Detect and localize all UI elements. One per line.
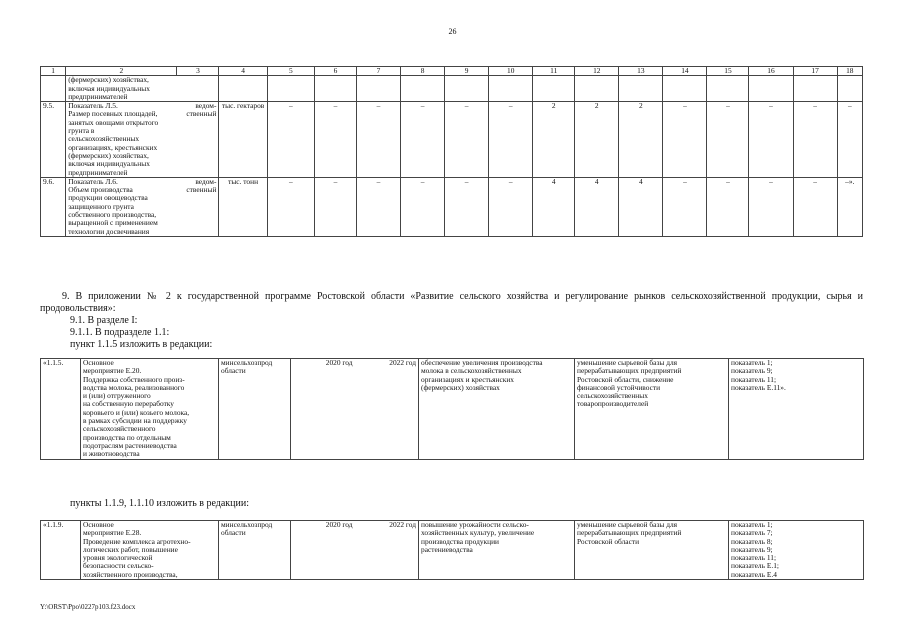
table-cell: – [489,177,533,236]
indicator-description: Показатель Л.6. ведом- Объем производства ственный продукции овощеводства защищенного грунта собственного производства, выращенной с применением технологии досвечивания [66,177,219,236]
start-year: 2020 год [291,359,355,460]
end-year: 2022 год [355,359,419,460]
table-cell: 2 [533,102,575,178]
row-number: «1.1.9. [41,521,81,580]
column-number: 3 [177,67,219,76]
indicator-links: показатель 1; показатель 9; показатель 11; показатель Е.11». [729,359,864,460]
table-cell: – [445,102,489,178]
indicators-table [40,66,863,237]
unit-of-measure: тыс. гектаров [219,102,267,178]
table-row [41,359,864,460]
start-year: 2020 год [291,521,355,580]
expected-result: обеспечение увеличения производства молока в сельскохозяйственных организациях и крестьянских (фермерских) хозяйствах [419,359,575,460]
table-cell [445,76,489,102]
table-row [41,521,864,580]
column-number: 8 [401,67,445,76]
table-cell: – [356,177,400,236]
paragraph-punkt-115: пункт 1.1.5 изложить в редакции: [70,339,213,350]
expected-result: повышение урожайности сельско- хозяйственных культур, увеличение производства продукции растениеводства [419,521,575,580]
table-cell: 2 [619,102,663,178]
table-cell: – [663,177,707,236]
responsible-executor: минсельхозпрод области [219,359,291,460]
table-cell: – [707,177,749,236]
paragraph-9: 9. В приложении № 2 к государственной программе Ростовской области «Развитие сельского хозяйства и регулирование рынков сельскохозяйственной продукции, сырья и продовольствия»: [40,291,863,314]
table-cell: – [793,102,837,178]
table-cell: – [401,102,445,178]
table-cell [356,76,400,102]
measure-table-115 [40,358,864,460]
unit-of-measure: тыс. тонн [219,177,267,236]
column-number: 7 [356,67,400,76]
table-cell: – [314,102,356,178]
table-cell [489,76,533,102]
table-cell [619,76,663,102]
table-cell: – [314,177,356,236]
column-number: 12 [575,67,619,76]
page-number: 26 [448,27,457,36]
measure-description: Основное мероприятие Е.20. Поддержка собственного произ- водства молока, реализованного и (или) отгруженного на собственную переработку коровьего и (или) козьего молока, в рамках субсидии на поддержку сельскохозяйственного производства по отдельным подотраслям растениеводства и животноводства [81,359,219,460]
table-row [41,177,863,236]
unit-of-measure [219,76,267,102]
responsible-executor: минсельхозпрод области [219,521,291,580]
indicator-links: показатель 1; показатель 7; показатель 8; показатель 9; показатель 11; показатель Е.1; показатель Е.4 [729,521,864,580]
table-cell [663,76,707,102]
column-number: 1 [41,67,66,76]
table-row [41,102,863,178]
column-number: 15 [707,67,749,76]
table-cell: – [267,102,314,178]
column-number: 13 [619,67,663,76]
table-cell [837,76,862,102]
table-cell [533,76,575,102]
column-number: 4 [219,67,267,76]
row-number: 9.6. [41,177,66,236]
table-cell: – [749,102,793,178]
column-number: 10 [489,67,533,76]
row-number: 9.5. [41,102,66,178]
column-number: 6 [314,67,356,76]
table-cell: – [749,177,793,236]
paragraph-punkty: пункты 1.1.9, 1.1.10 изложить в редакции: [70,498,249,509]
table-cell [314,76,356,102]
table-cell: – [401,177,445,236]
table-cell: –». [837,177,862,236]
column-number: 5 [267,67,314,76]
table-cell: – [793,177,837,236]
table-cell: – [489,102,533,178]
table-cell [267,76,314,102]
table-cell: 4 [575,177,619,236]
measure-description: Основное мероприятие Е.28. Проведение комплекса агротехно- логических работ, повышение уровня экологической безопасности сельско- хозяйственного производства, [81,521,219,580]
column-number: 2 [66,67,177,76]
indicator-description: Показатель Л.5. ведом- Размер посевных площадей, ственный занятых овощами открытого грунта в сельскохозяйственных организациях, крестьянских (фермерских) хозяйствах, включая индивидуальных предпринимателей [66,102,219,178]
table-cell [749,76,793,102]
column-number: 11 [533,67,575,76]
table-header-row [41,67,863,76]
table-cell: – [356,102,400,178]
column-number: 18 [837,67,862,76]
row-number: «1.1.5. [41,359,81,460]
table-row [41,76,863,102]
table-cell: 2 [575,102,619,178]
table-cell: 4 [619,177,663,236]
table-cell: – [663,102,707,178]
table-cell: – [445,177,489,236]
table-cell [793,76,837,102]
paragraph-9-1: 9.1. В разделе I: [70,315,138,326]
consequences: уменьшение сырьевой базы для перерабатывающих предприятий Ростовской области, снижение финансовой устойчивости сельскохозяйственных товаропроизводителей [575,359,729,460]
table-cell [707,76,749,102]
row-number [41,76,66,102]
consequences: уменьшение сырьевой базы для перерабатывающих предприятий Ростовской области [575,521,729,580]
column-number: 9 [445,67,489,76]
column-number: 14 [663,67,707,76]
column-number: 16 [749,67,793,76]
table-cell [575,76,619,102]
table-cell [401,76,445,102]
table-cell: 4 [533,177,575,236]
table-cell: – [267,177,314,236]
column-number: 17 [793,67,837,76]
indicator-description: (фермерских) хозяйствах, включая индивидуальных предпринимателей [66,76,219,102]
paragraph-9-1-1: 9.1.1. В подразделе 1.1: [70,327,170,338]
end-year: 2022 год [355,521,419,580]
file-path-footer: Y:\ORST\Ppo\0227p103.f23.docx [40,603,136,611]
table-cell: – [837,102,862,178]
table-cell: – [707,102,749,178]
measure-table-119 [40,520,864,580]
